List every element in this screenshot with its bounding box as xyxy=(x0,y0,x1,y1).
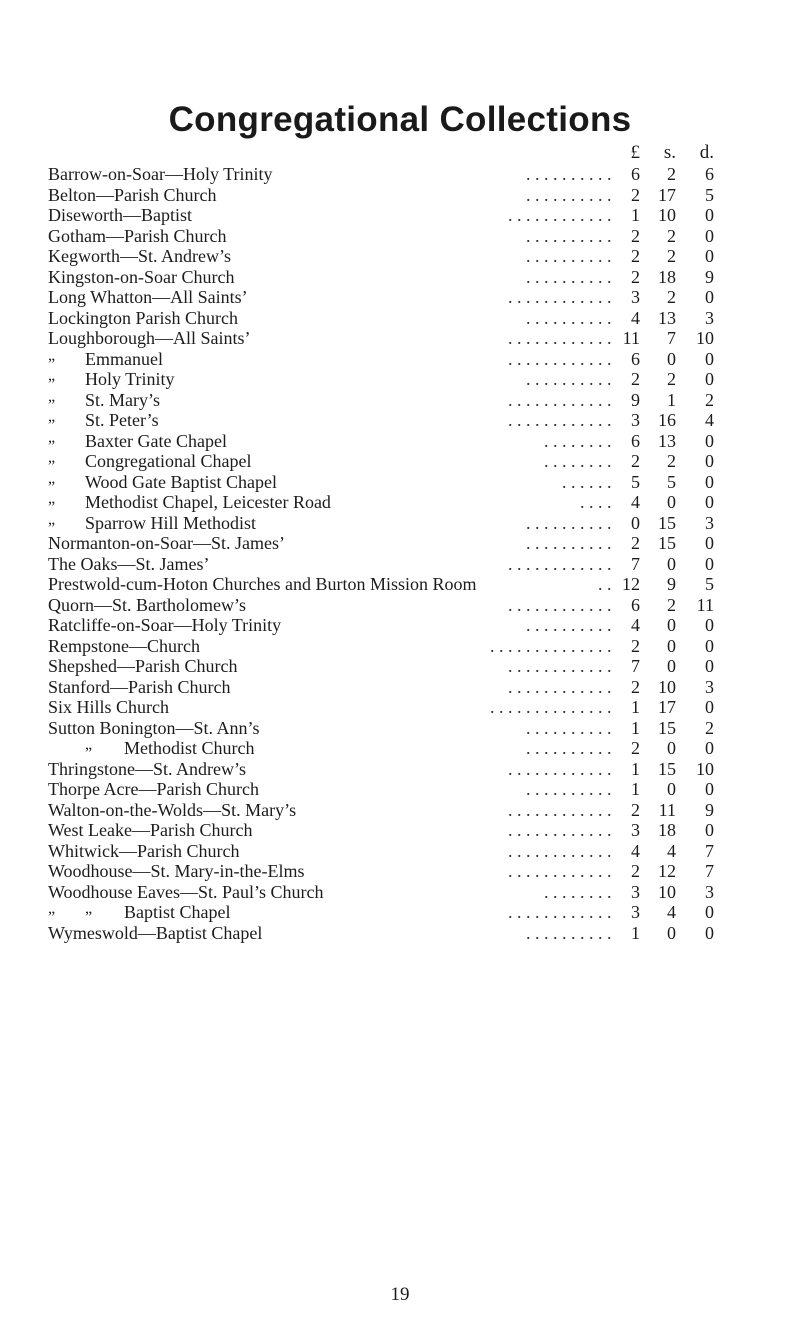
leader-dots: . . . . . . . . . . . . xyxy=(508,902,612,922)
pence-value: 10 xyxy=(696,758,714,779)
pounds-value: 1 xyxy=(631,922,640,943)
table-row xyxy=(0,759,800,780)
shillings-value: 12 xyxy=(658,861,676,881)
row-label: Whitwick—Parish Church xyxy=(48,840,240,861)
row-label: Ratcliffe-on-Soar—Holy Trinity xyxy=(48,615,282,635)
table-row xyxy=(0,469,800,493)
row-label: Normanton-on-Soar—St. James’ xyxy=(48,533,285,553)
table-row xyxy=(0,510,800,534)
row-label: Sutton Bonington—St. Ann’s xyxy=(48,717,260,738)
leader-dots: . . . . . . . . . . xyxy=(526,307,612,328)
table-row xyxy=(0,615,800,636)
table-row xyxy=(0,164,800,185)
table-row xyxy=(0,346,800,370)
table-row xyxy=(0,410,800,431)
pence-value: 3 xyxy=(705,512,714,533)
leader-dots: . . . . . . . . xyxy=(544,430,612,451)
row-label: Congregational Chapel xyxy=(85,451,252,471)
leader-dots: . . . . . . . . . . xyxy=(526,738,612,758)
shillings-value: 2 xyxy=(667,287,676,307)
pounds-value: 3 xyxy=(631,287,640,307)
pence-value: 0 xyxy=(705,430,714,451)
table-row xyxy=(0,369,800,390)
pence-value: 9 xyxy=(705,799,714,820)
pounds-value: 9 xyxy=(631,389,640,410)
pounds-value: 6 xyxy=(631,594,640,615)
table-row xyxy=(0,677,800,698)
pence-value: 6 xyxy=(705,164,714,184)
pence-value: 3 xyxy=(705,676,714,697)
pence-value: 2 xyxy=(705,717,714,738)
shillings-value: 4 xyxy=(667,840,676,861)
table-row xyxy=(0,428,800,452)
shillings-value: 0 xyxy=(667,553,676,574)
table-row xyxy=(0,226,800,247)
pounds-value: 2 xyxy=(631,635,640,656)
ditto-mark: „ xyxy=(48,490,56,507)
pence-value: 4 xyxy=(705,410,714,430)
leader-dots: . . . . . . . . . . . . xyxy=(508,676,612,697)
shillings-value: 0 xyxy=(667,348,676,369)
row-label: Diseworth—Baptist xyxy=(48,205,192,225)
pence-value: 0 xyxy=(705,902,714,922)
row-label: Loughborough—All Saints’ xyxy=(48,328,251,348)
row-label: Wymeswold—Baptist Chapel xyxy=(48,922,263,943)
pence-value: 0 xyxy=(705,287,714,307)
leader-dots: . . . . . . . . . . . . xyxy=(508,328,612,348)
shillings-value: 0 xyxy=(667,635,676,656)
pounds-value: 3 xyxy=(631,881,640,902)
pounds-value: 1 xyxy=(631,717,640,738)
pounds-value: 12 xyxy=(622,574,640,594)
table-row xyxy=(0,328,800,349)
pence-value: 7 xyxy=(705,861,714,881)
shillings-value: 4 xyxy=(667,902,676,922)
pence-value: 0 xyxy=(705,205,714,225)
pounds-value: 1 xyxy=(631,697,640,717)
pounds-value: 2 xyxy=(631,451,640,471)
leader-dots: . . . . . . . . . . . . xyxy=(508,205,612,225)
shillings-value: 9 xyxy=(667,574,676,594)
pounds-value: 6 xyxy=(631,164,640,184)
pounds-value: 2 xyxy=(631,676,640,697)
pence-value: 0 xyxy=(705,820,714,840)
pounds-value: 1 xyxy=(631,205,640,225)
leader-dots: . . . . . . . . . . . . xyxy=(508,389,612,410)
shillings-value: 15 xyxy=(658,533,676,553)
pence-value: 0 xyxy=(705,779,714,799)
table-row xyxy=(0,923,800,944)
leader-dots: . . . . . . . . . . . . xyxy=(508,861,612,881)
row-label: Lockington Parish Church xyxy=(48,307,238,328)
table-row xyxy=(0,554,800,575)
pence-value: 0 xyxy=(705,635,714,656)
pounds-value: 3 xyxy=(631,820,640,840)
leader-dots: . . . . . . . . . . xyxy=(526,184,612,205)
row-label: Emmanuel xyxy=(85,348,163,369)
pounds-value: 1 xyxy=(631,779,640,799)
leader-dots: . . . . . . xyxy=(562,471,612,492)
shillings-value: 13 xyxy=(658,307,676,328)
row-label: Kingston-on-Soar Church xyxy=(48,266,235,287)
leader-dots: . . . . . . . . . . xyxy=(526,615,612,635)
table-row xyxy=(0,451,800,472)
row-label: Kegworth—St. Andrew’s xyxy=(48,246,231,266)
pence-value: 0 xyxy=(705,656,714,676)
row-label: Thorpe Acre—Parish Church xyxy=(48,779,259,799)
row-label: St. Peter’s xyxy=(85,410,159,430)
table-row xyxy=(0,902,800,923)
table-row xyxy=(0,574,800,595)
pounds-value: 3 xyxy=(631,902,640,922)
leader-dots: . . . . . . . . . . . . xyxy=(508,410,612,430)
leader-dots: . . . . . . . . . . xyxy=(526,533,612,553)
shillings-value: 17 xyxy=(658,697,676,717)
leader-dots: . . . . . . . . . . . . xyxy=(508,594,612,615)
pence-value: 0 xyxy=(705,615,714,635)
pounds-value: 7 xyxy=(631,656,640,676)
row-label: Baptist Chapel xyxy=(124,902,231,922)
pounds-value: 7 xyxy=(631,553,640,574)
shillings-value: 2 xyxy=(667,594,676,615)
shillings-header: s. xyxy=(663,142,676,163)
shillings-value: 15 xyxy=(658,512,676,533)
row-label: Shepshed—Parish Church xyxy=(48,656,238,676)
pence-value: 7 xyxy=(705,840,714,861)
shillings-value: 15 xyxy=(658,717,676,738)
shillings-value: 10 xyxy=(658,881,676,902)
table-row xyxy=(0,185,800,206)
table-row xyxy=(0,656,800,677)
pounds-value: 2 xyxy=(631,799,640,820)
pounds-value: 6 xyxy=(631,430,640,451)
leader-dots: . . . . . . . . . . xyxy=(526,369,612,389)
row-label: Woodhouse—St. Mary-in-the-Elms xyxy=(48,861,305,881)
shillings-value: 15 xyxy=(658,758,676,779)
leader-dots: . . . . . . . . . . xyxy=(526,512,612,533)
leader-dots: . . . . . . . . . . xyxy=(526,266,612,287)
pounds-value: 2 xyxy=(631,225,640,246)
pence-value: 2 xyxy=(705,389,714,410)
pence-value: 3 xyxy=(705,881,714,902)
row-label: Belton—Parish Church xyxy=(48,184,217,205)
pence-value: 0 xyxy=(705,697,714,717)
shillings-value: 0 xyxy=(667,738,676,758)
row-label: Woodhouse Eaves—St. Paul’s Church xyxy=(48,881,324,902)
pence-value: 0 xyxy=(705,553,714,574)
pounds-value: 2 xyxy=(631,861,640,881)
shillings-value: 0 xyxy=(667,922,676,943)
table-row xyxy=(0,287,800,308)
pence-value: 9 xyxy=(705,266,714,287)
leader-dots: . . . . . . . . . . xyxy=(526,225,612,246)
row-label: Rempstone—Church xyxy=(48,635,200,656)
page-title: Congregational Collections xyxy=(168,100,632,139)
table-row xyxy=(0,492,800,513)
row-label: West Leake—Parish Church xyxy=(48,820,253,840)
shillings-value: 10 xyxy=(658,676,676,697)
ditto-mark: „ xyxy=(48,367,56,384)
shillings-value: 2 xyxy=(667,164,676,184)
pounds-value: 2 xyxy=(631,246,640,266)
pence-value: 0 xyxy=(705,246,714,266)
leader-dots: . . . . . . . . . . . . xyxy=(508,840,612,861)
row-label: Sparrow Hill Methodist xyxy=(85,512,256,533)
shillings-value: 16 xyxy=(658,410,676,430)
shillings-value: 5 xyxy=(667,471,676,492)
row-label: Wood Gate Baptist Chapel xyxy=(85,471,278,492)
pence-value: 0 xyxy=(705,738,714,758)
leader-dots: . . . . . . . . xyxy=(544,451,612,471)
row-label: Gotham—Parish Church xyxy=(48,225,227,246)
row-label: Prestwold-cum-Hoton Churches and Burton Mission Room xyxy=(48,574,477,594)
leader-dots: . . . . . . . . . . . . xyxy=(508,553,612,574)
row-label: Six Hills Church xyxy=(48,697,170,717)
shillings-value: 0 xyxy=(667,492,676,512)
ditto-mark: „ xyxy=(85,736,93,753)
table-row xyxy=(0,800,800,821)
table-row xyxy=(0,246,800,267)
column-headers xyxy=(610,142,715,164)
table-row xyxy=(0,267,800,288)
pence-value: 5 xyxy=(705,574,714,594)
leader-dots: . . . . . . . . . . xyxy=(526,164,612,184)
shillings-value: 13 xyxy=(658,430,676,451)
pounds-value: 6 xyxy=(631,348,640,369)
pence-value: 0 xyxy=(705,348,714,369)
pounds-value: 11 xyxy=(622,328,640,348)
pence-value: 0 xyxy=(705,492,714,512)
table-row xyxy=(0,820,800,841)
row-label: Barrow-on-Soar—Holy Trinity xyxy=(48,164,273,184)
row-label: Thringstone—St. Andrew’s xyxy=(48,758,246,779)
pounds-header: £ xyxy=(630,142,640,163)
leader-dots: . . . . . . . . . . . . . . xyxy=(490,635,612,656)
ditto-mark: „ xyxy=(48,469,56,487)
pence-value: 5 xyxy=(705,184,714,205)
shillings-value: 2 xyxy=(667,369,676,389)
row-label: Walton-on-the-Wolds—St. Mary’s xyxy=(48,799,297,820)
pence-value: 0 xyxy=(705,451,714,471)
leader-dots: . . xyxy=(598,574,612,594)
leader-dots: . . . . . . . . . . . . . . xyxy=(490,697,612,717)
leader-dots: . . . . . . . . . . xyxy=(526,779,612,799)
leader-dots: . . . . . . . . . . xyxy=(526,922,612,943)
pounds-value: 2 xyxy=(631,184,640,205)
shillings-value: 2 xyxy=(667,246,676,266)
leader-dots: . . . . . . . . . . . . xyxy=(508,758,612,779)
shillings-value: 11 xyxy=(658,799,676,820)
table-row xyxy=(0,779,800,800)
table-row xyxy=(0,841,800,862)
table-row xyxy=(0,861,800,882)
row-label: Quorn—St. Bartholomew’s xyxy=(48,594,246,615)
ditto-mark: „ xyxy=(48,449,56,466)
pounds-value: 2 xyxy=(631,738,640,758)
table-row xyxy=(0,738,800,759)
row-label: Stanford—Parish Church xyxy=(48,676,231,697)
leader-dots: . . . . . . . . . . . . xyxy=(508,287,612,307)
leader-dots: . . . . . . . . . . . . xyxy=(508,820,612,840)
pence-value: 0 xyxy=(705,369,714,389)
table-row xyxy=(0,205,800,226)
leader-dots: . . . . . . . . . . . . xyxy=(508,348,612,369)
page-number: 19 xyxy=(390,1284,410,1305)
table-row xyxy=(0,697,800,718)
table-row xyxy=(0,718,800,739)
shillings-value: 0 xyxy=(667,656,676,676)
ditto-mark: „ xyxy=(48,428,56,446)
table-row xyxy=(0,533,800,554)
ditto-mark: „ xyxy=(48,346,56,364)
shillings-value: 0 xyxy=(667,615,676,635)
row-label: Methodist Church xyxy=(124,738,255,758)
leader-dots: . . . . . . . . . . xyxy=(526,717,612,738)
pounds-value: 4 xyxy=(631,615,640,635)
pence-header: d. xyxy=(699,142,714,163)
pence-value: 0 xyxy=(705,471,714,492)
table-row xyxy=(0,308,800,329)
row-label: Holy Trinity xyxy=(85,369,175,389)
row-label: Baxter Gate Chapel xyxy=(85,430,227,451)
pence-value: 10 xyxy=(696,328,714,348)
shillings-value: 17 xyxy=(658,184,676,205)
shillings-value: 18 xyxy=(658,820,676,840)
ditto-mark: „ xyxy=(48,408,56,425)
shillings-value: 7 xyxy=(667,328,676,348)
ditto-mark-second: „ xyxy=(85,900,93,917)
pence-value: 11 xyxy=(696,594,714,615)
pounds-value: 0 xyxy=(631,512,640,533)
ditto-mark: „ xyxy=(48,510,56,528)
pence-value: 0 xyxy=(705,225,714,246)
pounds-value: 2 xyxy=(631,533,640,553)
shillings-value: 10 xyxy=(658,205,676,225)
pounds-value: 5 xyxy=(631,471,640,492)
pence-value: 0 xyxy=(705,533,714,553)
table-row xyxy=(0,387,800,411)
leader-dots: . . . . . . . . . . xyxy=(526,246,612,266)
row-label: The Oaks—St. James’ xyxy=(48,553,210,574)
pounds-value: 2 xyxy=(631,369,640,389)
pounds-value: 4 xyxy=(631,307,640,328)
table-row xyxy=(0,636,800,657)
pounds-value: 3 xyxy=(631,410,640,430)
leader-dots: . . . . . . . . . . . . xyxy=(508,656,612,676)
leader-dots: . . . . xyxy=(580,492,612,512)
ditto-mark: „ xyxy=(48,900,56,917)
row-label: Methodist Chapel, Leicester Road xyxy=(85,492,331,512)
pounds-value: 4 xyxy=(631,492,640,512)
shillings-value: 0 xyxy=(667,779,676,799)
shillings-value: 2 xyxy=(667,225,676,246)
pence-value: 0 xyxy=(705,922,714,943)
pounds-value: 2 xyxy=(631,266,640,287)
shillings-value: 18 xyxy=(658,266,676,287)
pounds-value: 4 xyxy=(631,840,640,861)
leader-dots: . . . . . . . . xyxy=(544,881,612,902)
shillings-value: 2 xyxy=(667,451,676,471)
leader-dots: . . . . . . . . . . . . xyxy=(508,799,612,820)
ditto-mark: „ xyxy=(48,387,56,405)
pence-value: 3 xyxy=(705,307,714,328)
pounds-value: 1 xyxy=(631,758,640,779)
row-label: St. Mary’s xyxy=(85,389,161,410)
collections-table xyxy=(0,164,800,943)
shillings-value: 1 xyxy=(667,389,676,410)
row-label: Long Whatton—All Saints’ xyxy=(48,287,248,307)
table-row xyxy=(0,882,800,903)
table-row xyxy=(0,595,800,616)
